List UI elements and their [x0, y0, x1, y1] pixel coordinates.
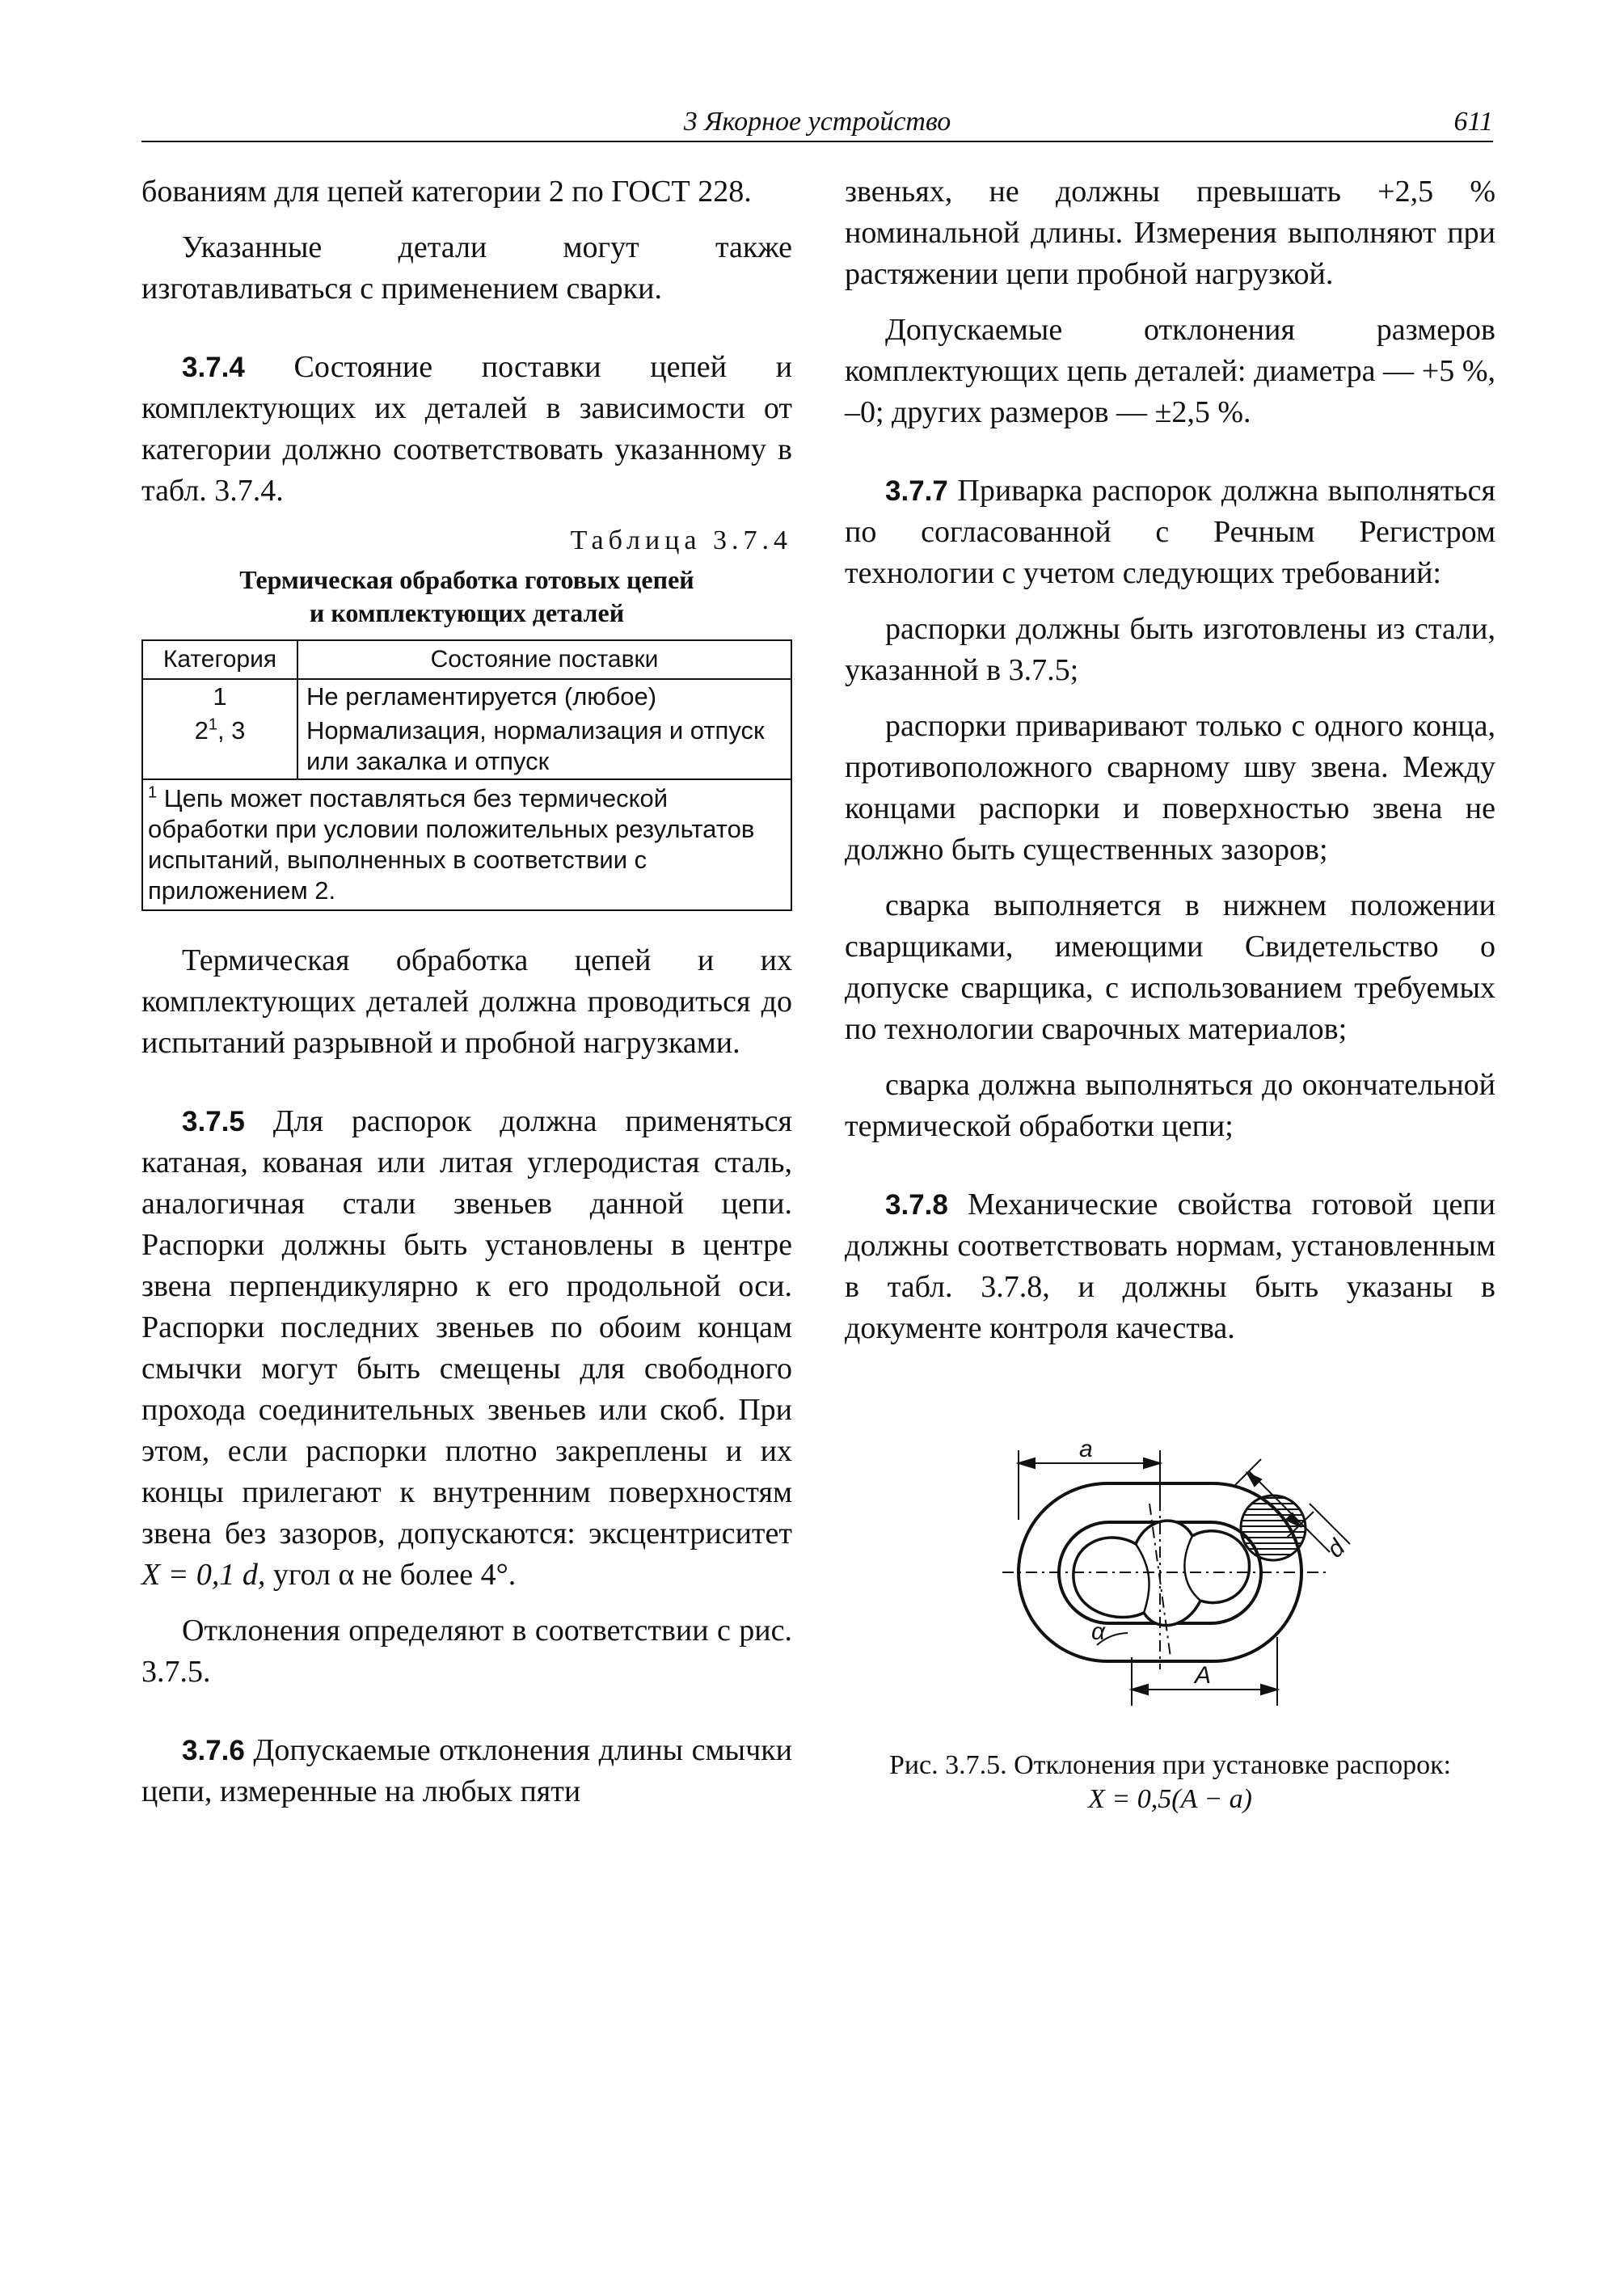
section-text: Механические свойства готовой цепи должны соответствовать нормам, установленным в табл. 3.7.8, и должны быть указаны в документе контроля качества.: [845, 1188, 1495, 1345]
footnote-marker: 1: [208, 715, 217, 734]
label-d: d: [1322, 1534, 1351, 1563]
table-cell-state: Нормализация, нормализация и отпуск или закалка и отпуск: [297, 714, 791, 779]
table-cell-category: 1: [142, 679, 297, 714]
footnote-marker: 1: [148, 783, 158, 802]
category-rest: , 3: [217, 716, 246, 745]
section-text: Приварка распорок должна выполняться по согласованной с Речным Регистром технологии с учетом следующих требований:: [845, 474, 1495, 590]
page-header: [141, 105, 1493, 142]
table-header-row: [142, 640, 791, 679]
paragraph-continued: бованиям для цепей категории 2 по ГОСТ 228.: [141, 175, 752, 209]
table-cell-state: Не регламентируется (любое): [297, 679, 791, 714]
eccentricity-formula: X = 0,1 d,: [141, 1558, 266, 1592]
requirement-item: сварка выполняется в нижнем положении сварщиками, имеющими Свидетельство о допуске сварщика, с использованием требуемых по технологии сварочных материалов;: [845, 888, 1495, 1046]
section-3-7-6: [141, 1730, 792, 1812]
section-text: Для распорок должна применяться катаная, кованая или литая углеродистая сталь, аналогичная стали звеньев данной цепи. Распорки должны быть установлены в центре звена перпендикулярно к его продольной оси. Распорки последних звеньев по обоим концам смычки могут быть смещены для свободного прохода соединительных звеньев или скоб. При этом, если распорки плотно закреплены и их концы прилегают к внутренним поверхностям звена без зазоров, допускаются: эксцентриситет: [141, 1104, 792, 1551]
left-column: [141, 171, 792, 1827]
category-number: 2: [194, 716, 209, 745]
figure-caption-formula: X = 0,5(A − a): [1088, 1784, 1252, 1814]
paragraph-size-deviations: Допускаемые отклонения размеров комплектующих цепь деталей: диаметра — +5 %, –0; других размеров — ±2,5 %.: [845, 313, 1495, 429]
table-header-category: Категория: [142, 640, 297, 679]
paragraph-welding-allowed: Указанные детали могут также изготавливаться с применением сварки.: [141, 230, 792, 306]
table-row: [142, 679, 791, 714]
chain-link-figure: [970, 1439, 1390, 1738]
section-text-tail: угол α не более 4°.: [265, 1558, 517, 1592]
section-3-7-7: [845, 470, 1495, 594]
table-note-row: [142, 779, 791, 910]
table-footnote: [142, 779, 791, 910]
section-number: 3.7.5: [182, 1106, 245, 1137]
section-number: 3.7.4: [182, 352, 245, 383]
table-label: Таблица 3.7.4: [570, 525, 792, 555]
section-number: 3.7.8: [885, 1189, 948, 1221]
label-a: a: [1079, 1439, 1093, 1462]
paragraph-deviations: Отклонения определяют в соответствии с рис. 3.7.5.: [141, 1614, 792, 1689]
table-header-state: Состояние поставки: [297, 640, 791, 679]
section-3-7-4: [141, 347, 792, 512]
table-title-line-1: Термическая обработка готовых цепей: [239, 565, 694, 594]
table-row: [142, 714, 791, 779]
section-number: 3.7.7: [885, 475, 948, 507]
requirement-item: распорки должны быть изготовлены из стали, указанной в 3.7.5;: [845, 612, 1495, 687]
footnote-text: Цепь может поставляться без термической обработки при условии положительных результатов испытаний, выполненных в соответствии с приложением 2.: [148, 784, 755, 905]
label-A: A: [1195, 1662, 1212, 1689]
section-3-7-8: [845, 1184, 1495, 1349]
paragraph-continued: звеньях, не должны превышать +2,5 % номинальной длины. Измерения выполняют при растяжении цепи пробной нагрузкой.: [845, 175, 1495, 291]
table-title-line-2: и комплектующих деталей: [309, 598, 625, 627]
right-column: [845, 171, 1495, 1364]
section-3-7-5: [141, 1101, 792, 1596]
requirement-item: распорки приваривают только с одного конца, противоположного сварному шву звена. Между концами распорки и поверхностью звена не должно быть существенных зазоров;: [845, 709, 1495, 867]
requirement-item: сварка должна выполняться до окончательной термической обработки цепи;: [845, 1068, 1495, 1143]
chain-link-drawing: [970, 1439, 1390, 1738]
section-text: Состояние поставки цепей и комплектующих их деталей в зависимости от категории должно соответствовать указанному в табл. 3.7.4.: [141, 350, 792, 508]
section-text: Допускаемые отклонения длины смычки цепи, измеренные на любых пяти: [141, 1733, 792, 1808]
section-number: 3.7.6: [182, 1735, 245, 1766]
label-alpha: α: [1091, 1618, 1106, 1645]
paragraph-heat-treatment: Термическая обработка цепей и их комплектующих деталей должна проводиться до испытаний разрывной и пробной нагрузками.: [141, 943, 792, 1060]
figure-caption-title: Рис. 3.7.5. Отклонения при установке распорок:: [888, 1750, 1452, 1780]
page-number: 611: [1453, 107, 1493, 137]
table-cell-category: [142, 714, 297, 779]
figure-caption: [845, 1749, 1495, 1816]
heat-treatment-table: [141, 639, 792, 911]
running-title: 3 Якорное устройство: [683, 107, 951, 137]
table-title: [141, 563, 792, 630]
